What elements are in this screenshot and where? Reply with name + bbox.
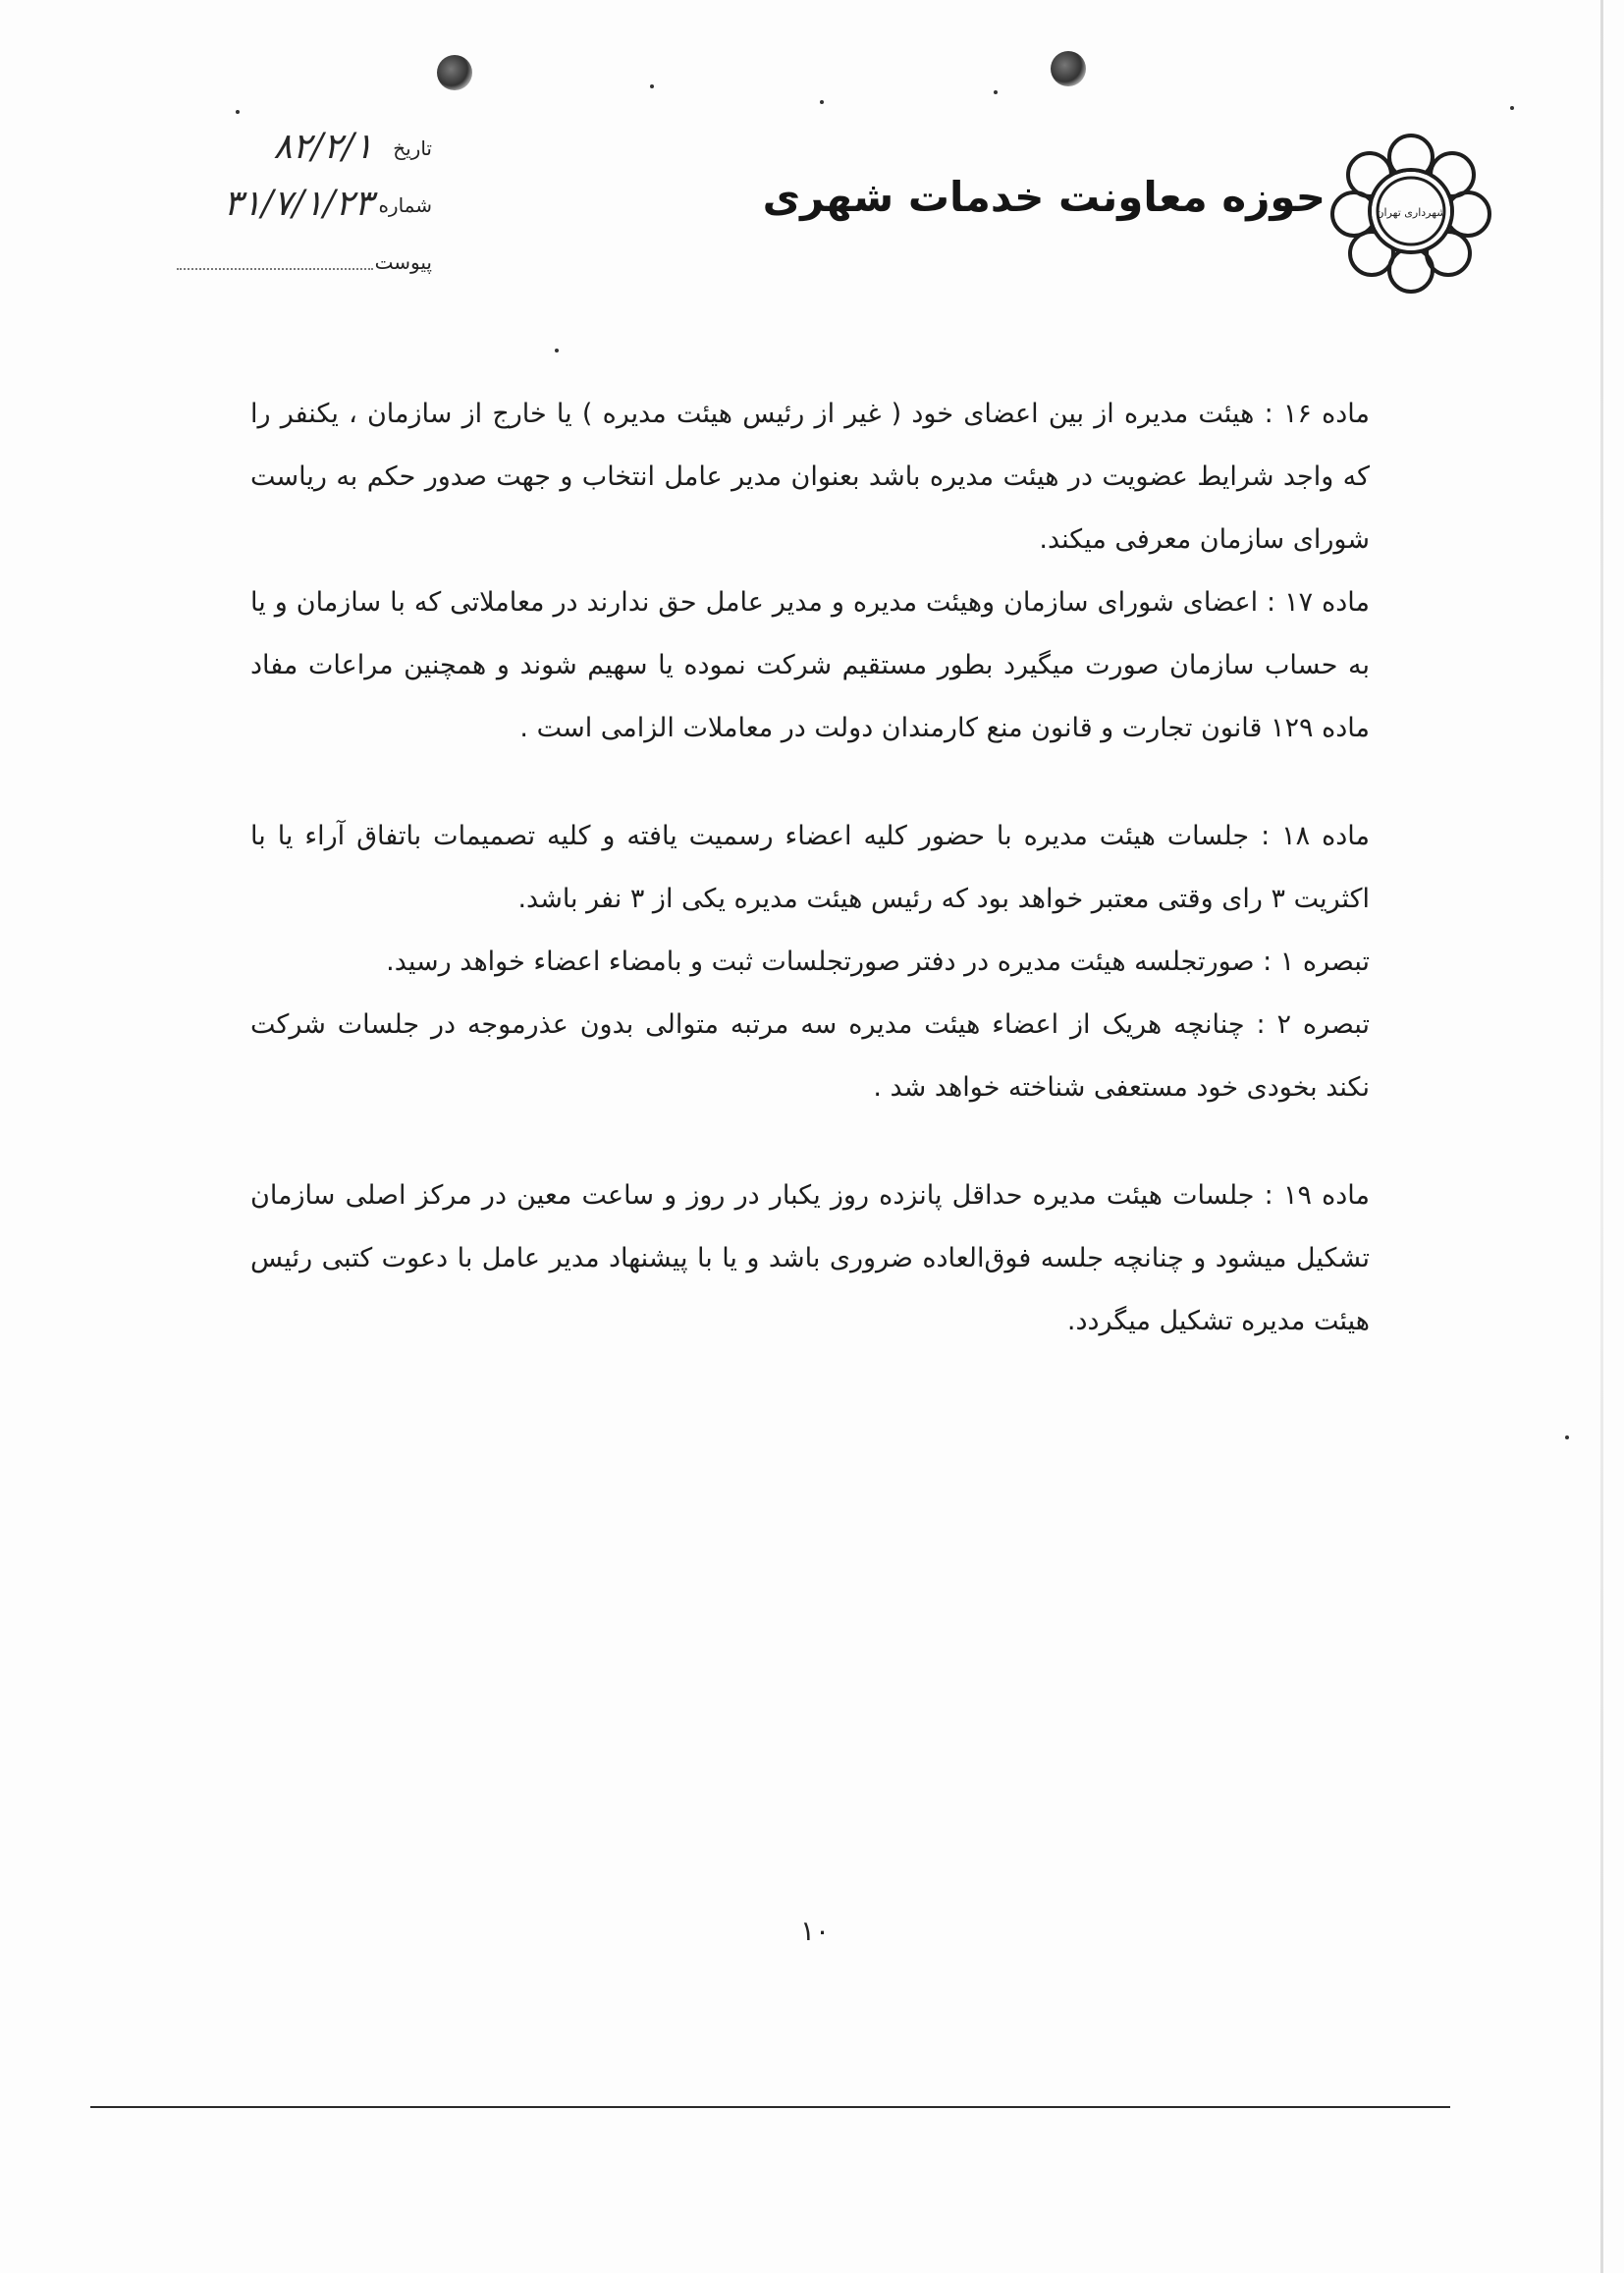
office-title: حوزه معاونت خدمات شهری <box>762 173 1326 221</box>
date-value: ۸۲/۲/۱ <box>273 127 373 167</box>
punch-hole-left <box>437 55 472 90</box>
scan-edge <box>1600 0 1603 2273</box>
article-16: ماده ۱۶ : هیئت مدیره از بین اعضای خود ( غیر از رئیس هیئت مدیره ) یا خارج از سازمان ، یکنفر را که واجد شرایط عضویت در هیئت مدیره باشد بعنوان مدیر عامل انتخاب و جهت صدور حکم به ریاست شورای سازمان معرفی میکند. <box>250 399 1370 555</box>
attachment-row <box>157 237 452 294</box>
date-row <box>157 123 452 180</box>
note-1: تبصره ۱ : صورتجلسه هیئت مدیره در دفتر صورتجلسات ثبت و بامضاء اعضاء خواهد رسید. <box>386 947 1370 977</box>
municipality-logo-icon <box>1327 128 1494 295</box>
article-19: ماده ۱۹ : جلسات هیئت مدیره حداقل پانزده روز یکبار در روز و ساعت معین در مرکز اصلی سازمان تشکیل میشود و چنانچه جلسه فوق‌العاده ضروری باشد و یا با پیشنهاد مدیر عامل با دعوت کتبی رئیس هیئت مدیره تشکیل میگردد. <box>250 1180 1370 1336</box>
page-number: ۱۰ <box>799 1915 831 1947</box>
attachment-blank <box>177 254 373 270</box>
scan-speck <box>236 110 240 114</box>
scan-speck <box>1565 1435 1569 1439</box>
number-row <box>157 180 452 237</box>
logo-text: شهرداری تهران <box>1376 206 1446 219</box>
attachment-label: پیوست <box>374 250 432 274</box>
scan-speck <box>820 100 824 104</box>
number-label: شماره <box>378 193 432 217</box>
scan-speck <box>1510 106 1514 110</box>
number-value: ۳۱/۷/۱/۲۳ <box>223 184 373 224</box>
scan-speck <box>994 90 998 94</box>
scan-speck <box>650 84 654 88</box>
article-17: ماده ۱۷ : اعضای شورای سازمان وهیئت مدیره و مدیر عامل حق ندارند در معاملاتی که با سازمان و یا به حساب سازمان صورت میگیرد بطور مستقیم شرکت نموده یا سهیم شوند و همچنین مراعات مفاد ماده ۱۲۹ قانون تجارت و قانون منع کارمندان دولت در معاملات الزامی است . <box>250 587 1370 743</box>
date-label: تاریخ <box>393 136 432 160</box>
article-18: ماده ۱۸ : جلسات هیئت مدیره با حضور کلیه اعضاء رسمیت یافته و کلیه تصمیمات باتفاق آراء یا با اکثریت ۳ رای وقتی معتبر خواهد بود که رئیس هیئت مدیره یکی از ۳ نفر باشد. <box>250 821 1370 914</box>
note-2: تبصره ۲ : چنانچه هریک از اعضاء هیئت مدیره سه مرتبه متوالی بدون عذرموجه در جلسات شرکت نکند بخودی خود مستعفی شناخته خواهد شد . <box>250 1009 1370 1103</box>
document-body <box>250 383 1370 1353</box>
punch-hole-right <box>1051 51 1086 86</box>
scan-speck <box>555 349 559 352</box>
footer-divider <box>90 2106 1450 2108</box>
document-meta <box>157 123 452 294</box>
